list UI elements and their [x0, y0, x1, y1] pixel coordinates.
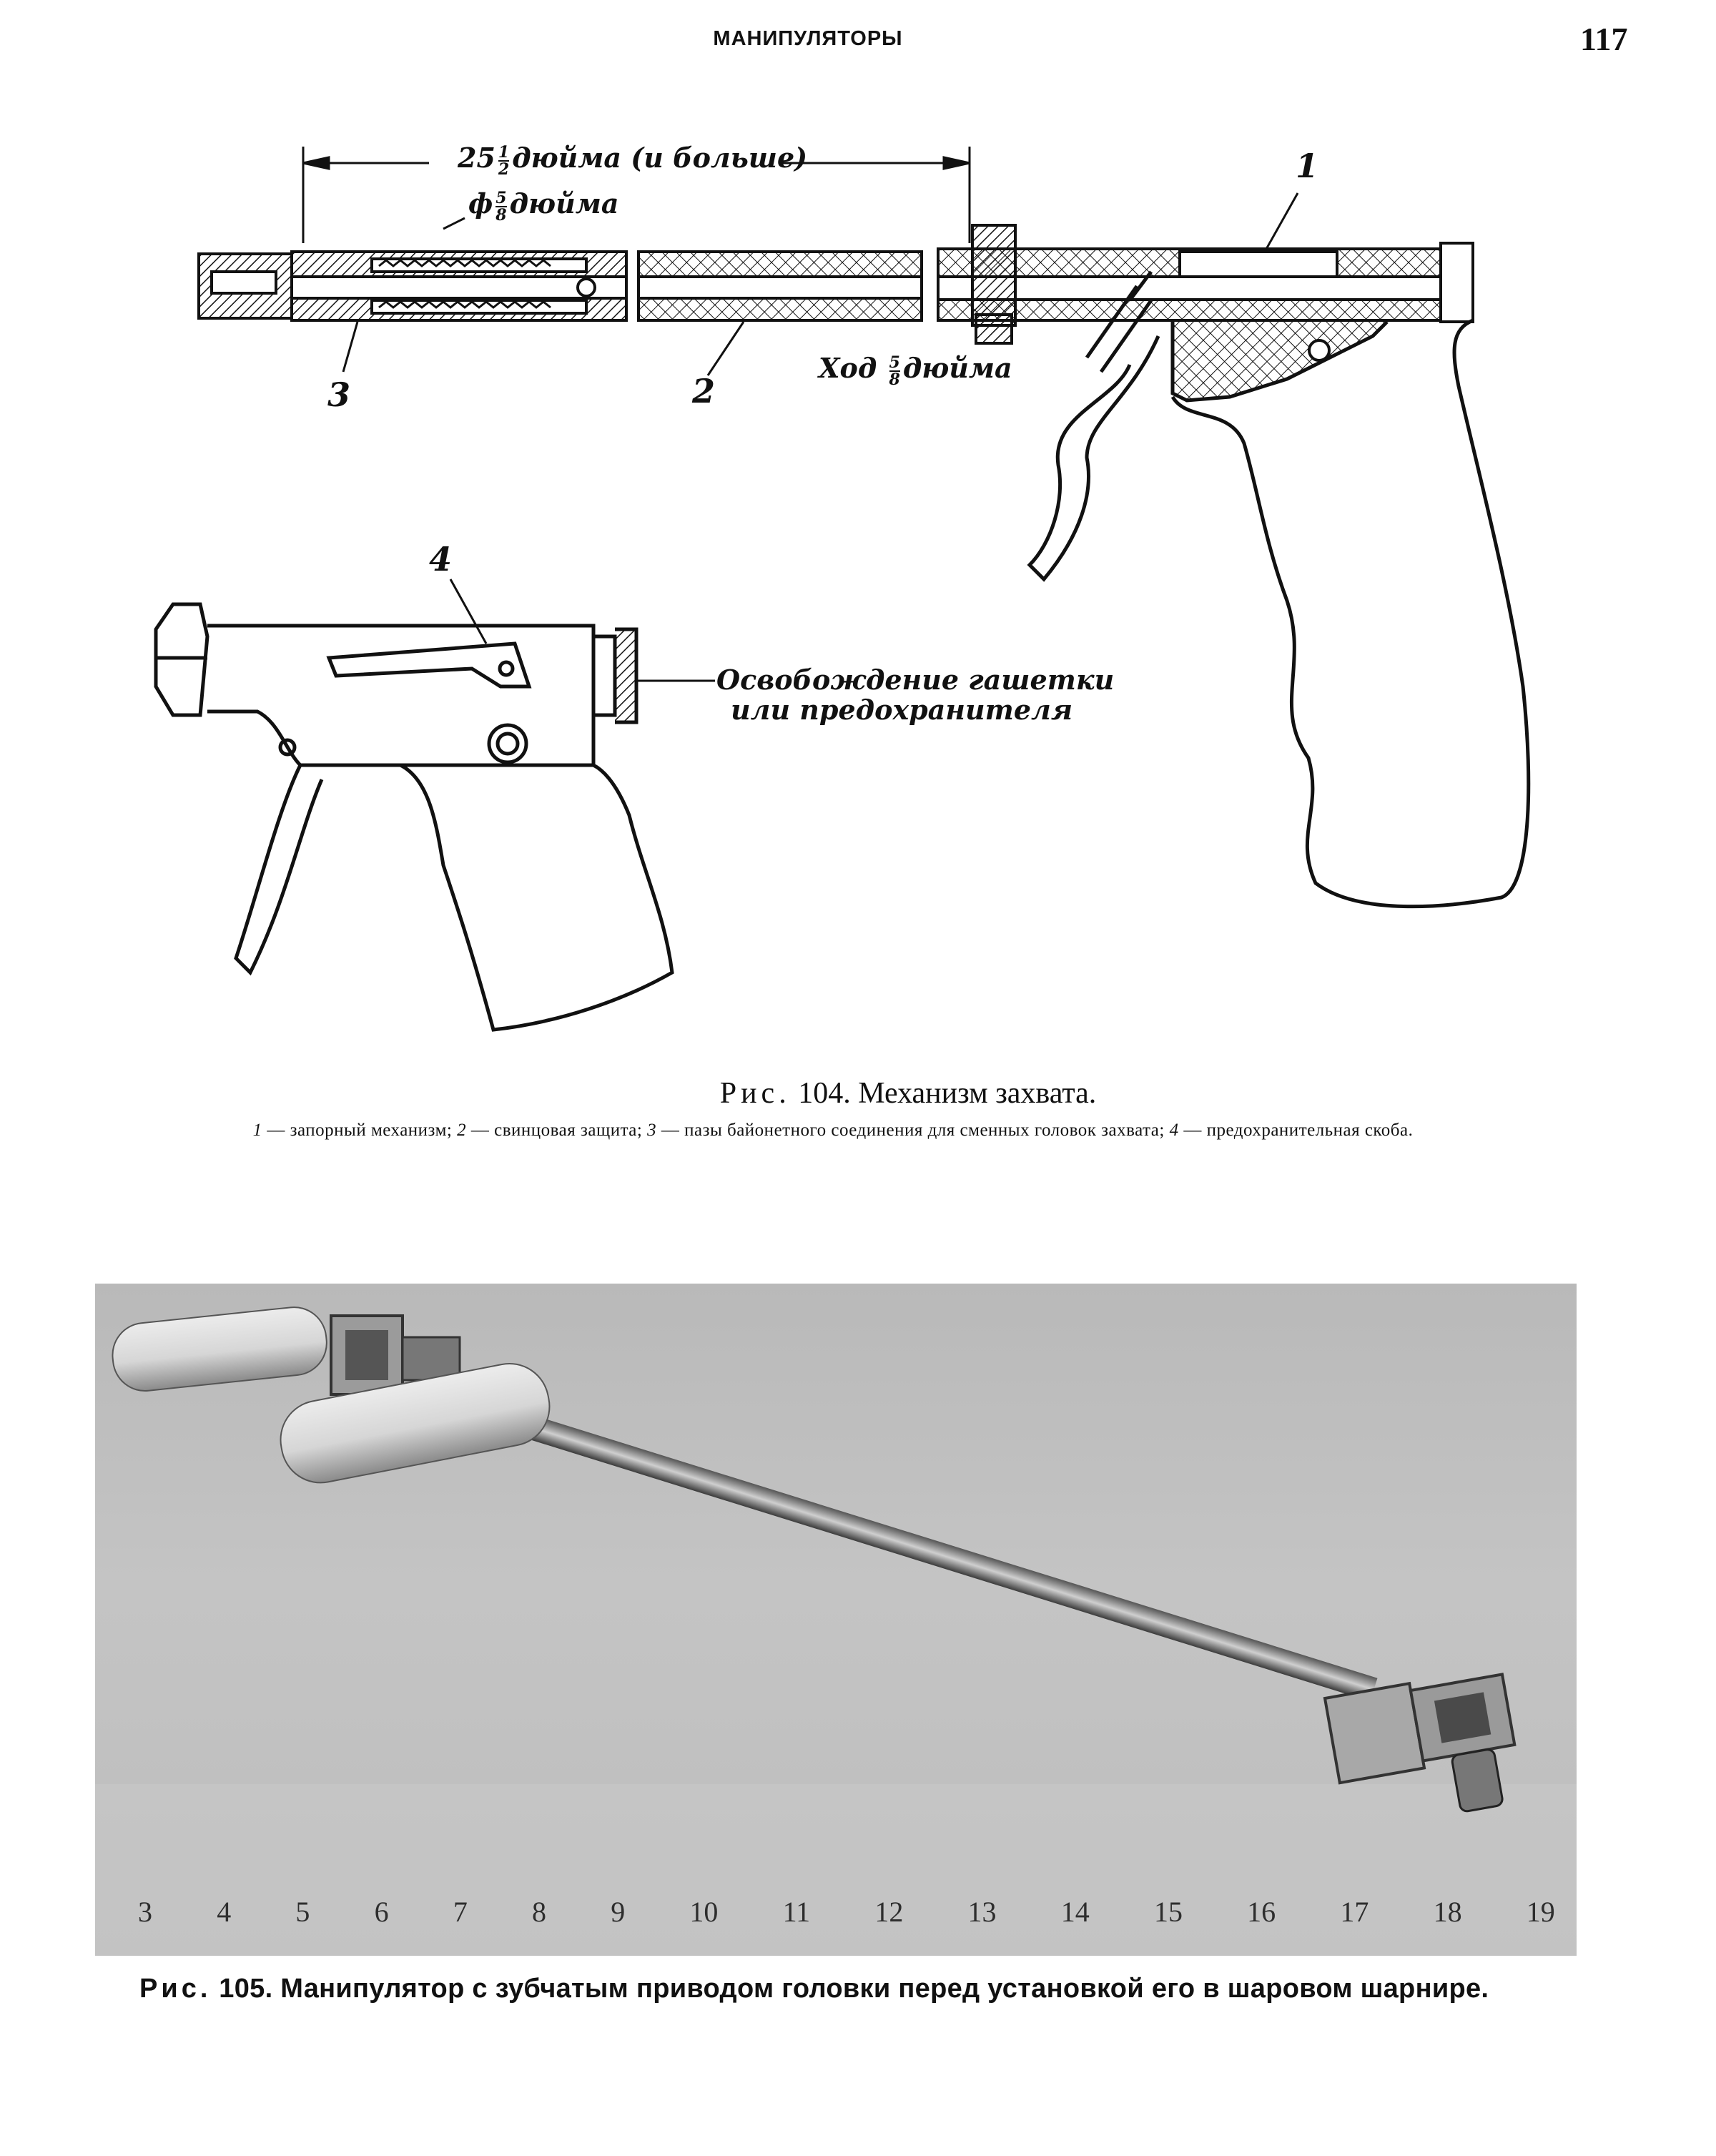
- ruler-number: 19: [1526, 1896, 1555, 1928]
- release-label: [716, 665, 1114, 725]
- length-suffix: дюйма (и больше): [512, 142, 808, 174]
- ruler-number: 10: [689, 1896, 719, 1928]
- running-title: МАНИПУЛЯТОРЫ: [713, 27, 903, 50]
- diameter-frac-den: 8: [495, 205, 507, 225]
- stroke-fraction: [889, 355, 900, 388]
- ruler-number: 3: [138, 1896, 152, 1928]
- figure-105-caption-text: 105. Манипулятор с зубчатым приводом головки перед установкой его в шаровом шарнире.: [219, 1974, 1489, 2004]
- pistol-side-view: [156, 604, 672, 1030]
- length-prefix: 25: [458, 142, 495, 174]
- ruler-number: 17: [1340, 1896, 1369, 1928]
- ruler-number: 7: [453, 1896, 468, 1928]
- release-label-line2: или предохранителя: [731, 694, 1073, 726]
- release-label-line1: Освобождение гашетки: [716, 664, 1115, 696]
- callout-3: 3: [327, 375, 351, 414]
- shaft-middle-section: [638, 252, 922, 320]
- diameter-dimension: [468, 187, 618, 223]
- figure-104-caption: [0, 1076, 1716, 1111]
- diameter-prefix: ф: [468, 187, 493, 220]
- ruler-number: 15: [1153, 1896, 1183, 1928]
- diameter-fraction: [495, 190, 506, 223]
- legend-text-2: — свинцовая защита;: [470, 1121, 643, 1140]
- legend-num-2: 2: [457, 1121, 467, 1140]
- page-number: 117: [1580, 21, 1628, 57]
- stroke-dimension: [819, 352, 1012, 388]
- stroke-frac-num: 5: [889, 353, 900, 372]
- figure-104-legend: [150, 1119, 1516, 1141]
- main-rod: [517, 1412, 1378, 1701]
- length-frac-den: 2: [498, 159, 510, 179]
- diameter-suffix: дюйма: [509, 187, 619, 220]
- length-dimension: [458, 142, 807, 177]
- figure-105-photo: [95, 1284, 1577, 1956]
- callout-2: 2: [692, 372, 716, 410]
- callout-1: 1: [1296, 147, 1319, 185]
- stroke-suffix: дюйма: [902, 352, 1012, 384]
- stroke-prefix: Ход: [819, 352, 877, 384]
- ruler-labels: [138, 1895, 1555, 1929]
- ruler-number: 12: [874, 1896, 904, 1928]
- legend-num-1: 1: [252, 1121, 262, 1140]
- figure-104-caption-prefix: Рис.: [719, 1077, 791, 1110]
- figure-105-caption: [139, 1974, 1569, 2004]
- figure-104-drawing: [0, 0, 1716, 1073]
- length-fraction: [498, 144, 509, 177]
- legend-num-3: 3: [647, 1121, 657, 1140]
- ruler-number: 16: [1247, 1896, 1276, 1928]
- manipulator-photo-drawing: [95, 1284, 1577, 1956]
- legend-text-4: — предохранительная скоба.: [1183, 1121, 1414, 1140]
- legend-num-4: 4: [1169, 1121, 1179, 1140]
- ruler-number: 13: [967, 1896, 997, 1928]
- ruler-number: 18: [1433, 1896, 1462, 1928]
- pistol-grip-section: [1030, 272, 1529, 907]
- length-frac-num: 1: [498, 142, 510, 162]
- ruler-number: 5: [295, 1896, 310, 1928]
- legend-text-3: — пазы байонетного соединения для сменных головок захвата;: [661, 1121, 1165, 1140]
- ruler-number: 11: [782, 1896, 811, 1928]
- figure-104-caption-text: 104. Механизм захвата.: [798, 1077, 1097, 1110]
- ruler-number: 6: [374, 1896, 389, 1928]
- ruler-number: 4: [217, 1896, 232, 1928]
- ruler-number: 14: [1060, 1896, 1090, 1928]
- ruler-number: 8: [532, 1896, 547, 1928]
- diameter-frac-num: 5: [495, 188, 507, 207]
- stroke-frac-den: 8: [889, 370, 900, 389]
- ruler-number: 9: [611, 1896, 626, 1928]
- figure-105-caption-prefix: Рис.: [139, 1974, 212, 2004]
- legend-text-1: — запорный механизм;: [267, 1121, 453, 1140]
- callout-4: 4: [429, 540, 453, 579]
- upper-handle: [109, 1304, 330, 1394]
